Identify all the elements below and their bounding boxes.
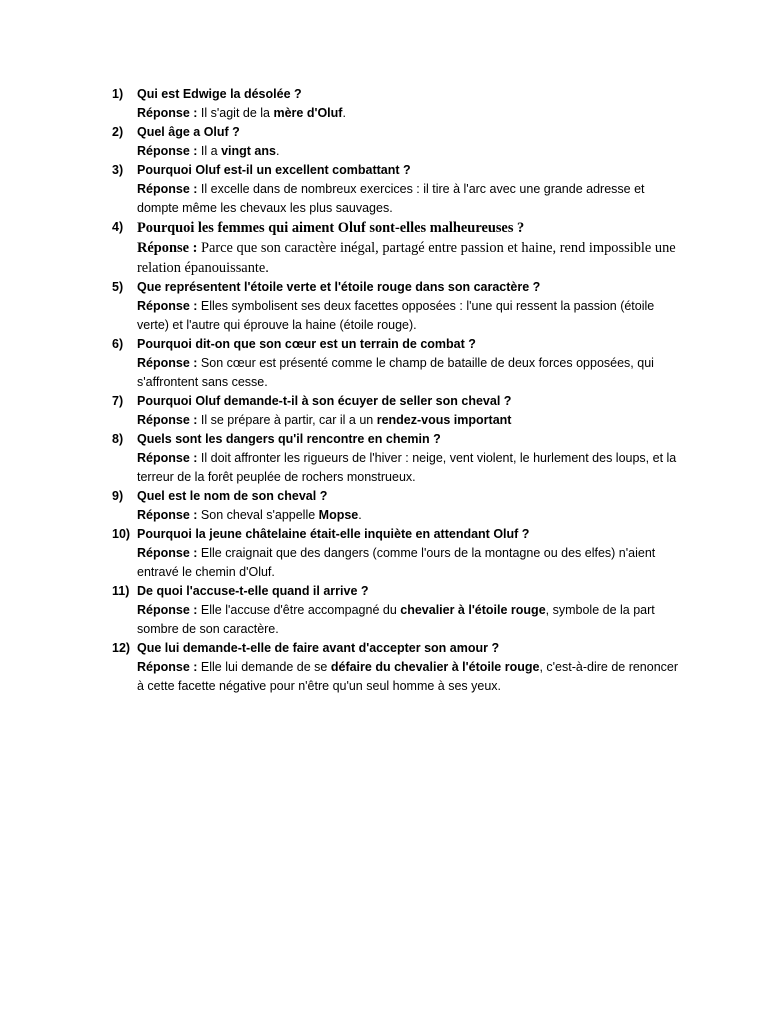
answer-segment: Son cœur est présenté comme le champ de bataille de deux forces opposées, qui s'affrontent sans cesse.: [137, 356, 654, 389]
question-text: Pourquoi Oluf est-il un excellent combattant ?: [137, 163, 411, 177]
answer-segment: Il doit affronter les rigueurs de l'hiver : neige, vent violent, le hurlement des loups, et la terreur de la forêt peuplée de rochers monstrueux.: [137, 451, 677, 484]
answer-label: Réponse :: [137, 106, 198, 120]
answer-label: Réponse :: [137, 546, 198, 560]
answer-segment: Parce que son caractère inégal, partagé entre passion et haine, rend impossible une relation épanouissante.: [137, 240, 676, 276]
answer-label: Réponse :: [137, 356, 198, 370]
answer-segment: .: [275, 144, 280, 158]
answer-label: Réponse :: [137, 451, 198, 465]
question-item: [112, 278, 682, 335]
answer-segment: Son cheval s'appelle: [197, 508, 319, 522]
answer-label: Réponse :: [137, 660, 198, 674]
question-item: [112, 487, 682, 525]
answer-emphasis: mère d'Oluf: [273, 106, 343, 120]
answer-label: Réponse :: [137, 603, 198, 617]
question-number: 2): [112, 125, 124, 139]
question-text: Que lui demande-t-elle de faire avant d'accepter son amour ?: [137, 641, 500, 655]
answer-segment: .: [358, 508, 362, 522]
answer-text: [137, 601, 682, 639]
answer-segment: .: [342, 106, 346, 120]
answer-label: Réponse :: [137, 182, 198, 196]
answer-text: [137, 238, 682, 278]
answer-segment: Il a: [197, 144, 222, 158]
question-text: Quel âge a Oluf ?: [137, 125, 240, 139]
answer-segment: Elles symbolisent ses deux facettes opposées : l'une qui ressent la passion (étoile verte) et l'autre qui éprouve la haine (étoile rouge).: [137, 299, 655, 332]
question-text: Pourquoi les femmes qui aiment Oluf sont-elles malheureuses ?: [137, 220, 525, 236]
question-number: 4): [112, 220, 124, 234]
answer-text: [137, 544, 682, 582]
question-item: [112, 639, 682, 696]
answer-text: [137, 506, 682, 525]
answer-label: Réponse :: [137, 240, 198, 256]
question-item: [112, 161, 682, 218]
answer-segment: Elle lui demande de se: [197, 660, 331, 674]
answer-segment: , symbole de la part sombre de son caractère.: [137, 603, 655, 636]
answer-emphasis: chevalier à l'étoile rouge: [400, 603, 546, 617]
answer-text: [137, 142, 682, 161]
question-number: 9): [112, 489, 124, 503]
question-text: Qui est Edwige la désolée ?: [137, 87, 302, 101]
question-number: 10): [112, 527, 131, 541]
answer-text: [137, 180, 682, 218]
question-item: [112, 525, 682, 582]
question-number: 8): [112, 432, 124, 446]
answer-segment: Il se prépare à partir, car il a un: [197, 413, 377, 427]
question-item: [112, 582, 682, 639]
answer-label: Réponse :: [137, 144, 198, 158]
question-number: 7): [112, 394, 124, 408]
answer-segment: , c'est-à-dire de renoncer à cette facette négative pour n'être qu'un seul homme à ses yeux.: [137, 660, 679, 693]
answer-text: [137, 658, 682, 696]
answer-label: Réponse :: [137, 413, 198, 427]
answer-segment: Elle l'accuse d'être accompagné du: [197, 603, 401, 617]
question-item: [112, 123, 682, 161]
answer-text: [137, 449, 682, 487]
question-item: [112, 430, 682, 487]
question-item: [112, 392, 682, 430]
answer-emphasis: vingt ans: [221, 144, 276, 158]
question-number: 6): [112, 337, 124, 351]
answer-emphasis: rendez-vous important: [376, 413, 512, 427]
question-text: Pourquoi Oluf demande-t-il à son écuyer de seller son cheval ?: [137, 394, 512, 408]
answer-text: [137, 354, 682, 392]
question-text: Pourquoi dit-on que son cœur est un terrain de combat ?: [137, 337, 476, 351]
question-number: 1): [112, 87, 124, 101]
question-text: Quel est le nom de son cheval ?: [137, 489, 328, 503]
answer-emphasis: défaire du chevalier à l'étoile rouge: [330, 660, 540, 674]
question-text: De quoi l'accuse-t-elle quand il arrive ?: [137, 584, 369, 598]
answer-emphasis: Mopse: [318, 508, 359, 522]
question-number: 12): [112, 641, 131, 655]
answer-label: Réponse :: [137, 508, 198, 522]
question-text: Quels sont les dangers qu'il rencontre en chemin ?: [137, 432, 441, 446]
question-number: 11): [112, 584, 130, 598]
question-text: Pourquoi la jeune châtelaine était-elle inquiète en attendant Oluf ?: [137, 527, 530, 541]
answer-segment: Il s'agit de la: [197, 106, 274, 120]
question-answer-list: [112, 85, 682, 696]
answer-segment: Elle craignait que des dangers (comme l'ours de la montagne ou des elfes) n'aient entravé le chemin d'Oluf.: [137, 546, 656, 579]
question-text: Que représentent l'étoile verte et l'étoile rouge dans son caractère ?: [137, 280, 541, 294]
answer-text: [137, 104, 682, 123]
answer-label: Réponse :: [137, 299, 198, 313]
question-item: [112, 335, 682, 392]
answer-text: [137, 411, 682, 430]
question-item: [112, 218, 682, 278]
answer-text: [137, 297, 682, 335]
question-number: 3): [112, 163, 124, 177]
question-item: [112, 85, 682, 123]
question-number: 5): [112, 280, 124, 294]
answer-segment: Il excelle dans de nombreux exercices : il tire à l'arc avec une grande adresse et dompte même les chevaux les plus sauvages.: [137, 182, 645, 215]
